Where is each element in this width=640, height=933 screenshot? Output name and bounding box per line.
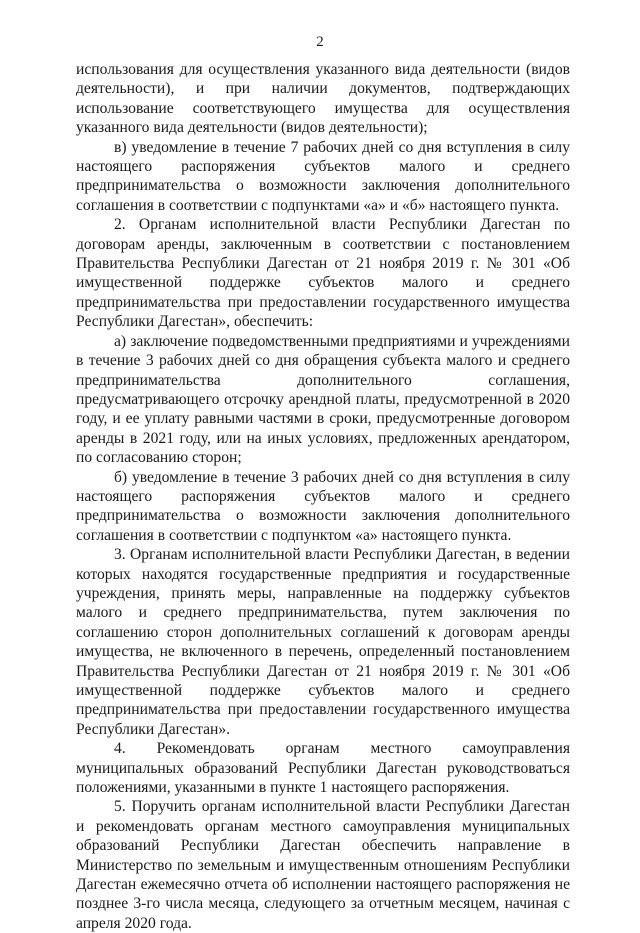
paragraph-4: 4. Рекомендовать органам местного самоуправления муниципальных образований Республики Дагестан руководствоваться положениями, указанными в пункте 1 настоящего распоряжения. <box>76 740 570 797</box>
document-body <box>76 60 570 933</box>
paragraph-continuation: использования для осуществления указанного вида деятельности (видов деятельности), и при наличии документов, подтверждающих использование соответствующего имущества для осуществления указанного вида деятельности (видов деятельности); <box>76 61 570 137</box>
paragraph-2: 2. Органам исполнительной власти Республики Дагестан по договорам аренды, заключенным в соответствии с постановлением Правительства Республики Дагестан от 21 ноября 2019 г. № 301 «Об имущественной поддержке субъектов малого и среднего предпринимательства при предоставлении государственного имущества Республики Дагестан», обеспечить: <box>76 216 570 331</box>
paragraph-3: 3. Органам исполнительной власти Республики Дагестан, в ведении которых находятся государственные предприятия и государственные учреждения, принять меры, направленные на поддержку субъектов малого и среднего предпринимательства, путем заключения по соглашению сторон дополнительных соглашений к договорам аренды имущества, не включенного в перечень, определенный постановлением Правительства Республики Дагестан от 21 ноября 2019 г. № 301 «Об имущественной поддержке субъектов малого и среднего предпринимательства при предоставлении государственного имущества Республики Дагестан». <box>76 546 570 738</box>
paragraph-1v: в) уведомление в течение 7 рабочих дней со дня вступления в силу настоящего распоряжения субъектов малого и среднего предпринимательства о возможности заключения дополнительного соглашения в соответствии с подпунктами «а» и «б» настоящего пункта. <box>76 138 570 214</box>
page-number: 2 <box>316 34 324 50</box>
paragraph-2a: а) заключение подведомственными предприятиями и учреждениями в течение 3 рабочих дней со дня обращения субъекта малого и среднего предпринимательства дополнительного соглашения, предусматривающего отсрочку арендной платы, предусмотренной в 2020 году, и ее уплату равными частями в сроки, предусмотренные договором аренды в 2021 году, или на иных условиях, предложенных арендатором, по согласованию сторон; <box>76 332 570 467</box>
paragraph-2b: б) уведомление в течение 3 рабочих дней со дня вступления в силу настоящего распоряжения субъектов малого и среднего предпринимательства о возможности заключения дополнительного соглашения в соответствии с подпунктом «а» настоящего пункта. <box>76 468 570 544</box>
paragraph-5: 5. Поручить органам исполнительной власти Республики Дагестан и рекомендовать органам местного самоуправления муниципальных образований Республики Дагестан обеспечить направление в Министерство по земельным и имущественным отношениям Республики Дагестан ежемесячно отчета об исполнении настоящего распоряжения не позднее 3-го числа месяца, следующего за отчетным месяцем, начиная с апреля 2020 года. <box>76 798 570 932</box>
